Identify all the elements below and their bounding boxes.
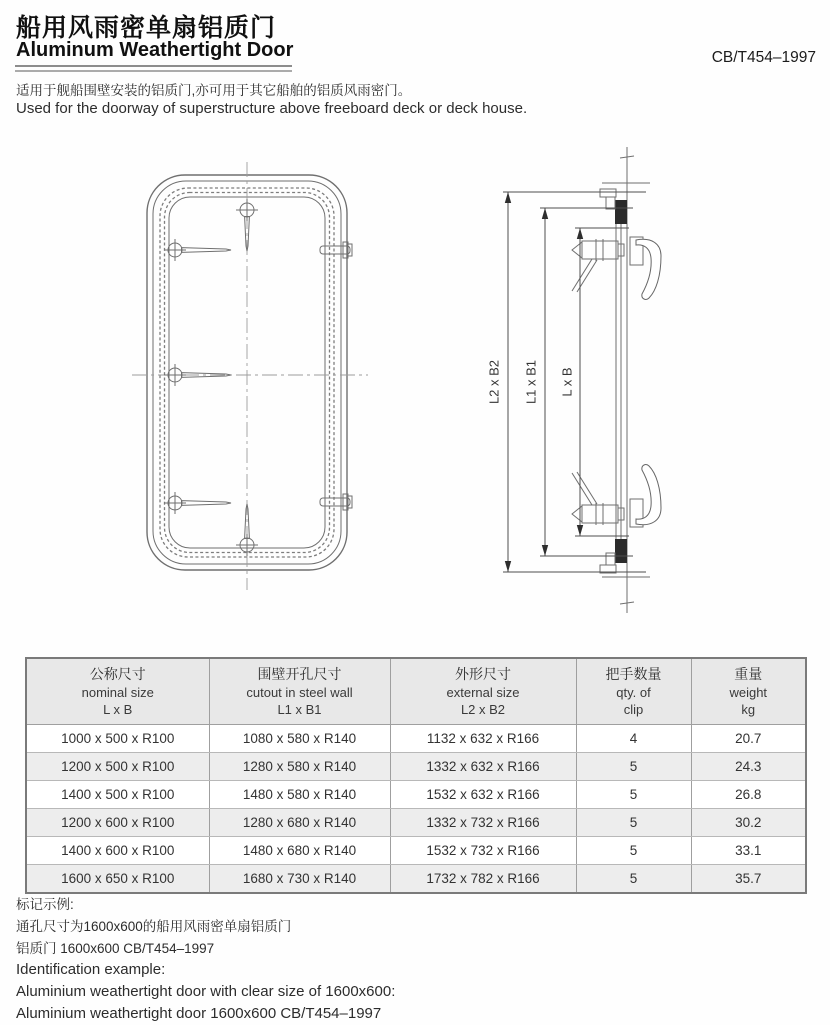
standard-number: CB/T454–1997 [711, 49, 816, 66]
table-row [26, 865, 806, 894]
page-title-chinese: 船用风雨密单扇铝质门 [16, 14, 277, 42]
marking-example-label-zh: 标记示例: [16, 897, 74, 912]
clamp-left-top [164, 239, 231, 261]
door-side-view-drawing [480, 145, 700, 615]
identification-example-line1-en: Aluminium weathertight door with clear size of 1600x600: [16, 983, 396, 1000]
table-row [26, 725, 806, 753]
table-body [26, 725, 806, 894]
table-cell: 1200 x 600 x R100 [26, 809, 209, 837]
door-front-view-drawing [130, 158, 370, 603]
table-cell: 5 [576, 837, 691, 865]
identification-example-label-en: Identification example: [16, 961, 166, 978]
marking-example-line2-zh: 铝质门 1600x600 CB/T454–1997 [16, 941, 215, 956]
table-cell: 24.3 [691, 753, 806, 781]
specification-table [25, 657, 807, 894]
door-leaf-section [600, 189, 627, 573]
table-cell: 30.2 [691, 809, 806, 837]
table-cell: 1132 x 632 x R166 [390, 725, 576, 753]
table-row [26, 753, 806, 781]
table-cell: 33.1 [691, 837, 806, 865]
table-cell: 1480 x 680 x R140 [209, 837, 390, 865]
marking-example-line1-zh: 通孔尺寸为1600x600的船用风雨密单扇铝质门 [16, 919, 292, 934]
column-header: 重量 weight kg [691, 658, 806, 725]
table-cell: 1680 x 730 x R140 [209, 865, 390, 894]
column-header: 把手数量 qty. of clip [576, 658, 691, 725]
table-cell: 1332 x 632 x R166 [390, 753, 576, 781]
table-cell: 1532 x 732 x R166 [390, 837, 576, 865]
table-cell: 1280 x 580 x R140 [209, 753, 390, 781]
table-cell: 1480 x 580 x R140 [209, 781, 390, 809]
table-row [26, 837, 806, 865]
centerlines [132, 162, 368, 590]
dimension-line-l1b1 [540, 208, 633, 556]
table-cell: 1000 x 500 x R100 [26, 725, 209, 753]
table-cell: 5 [576, 865, 691, 894]
dimension-label-lb: L x B [559, 367, 575, 397]
table-cell: 1280 x 680 x R140 [209, 809, 390, 837]
table-cell: 26.8 [691, 781, 806, 809]
column-header: 公称尺寸 nominal size L x B [26, 658, 209, 725]
table-cell: 35.7 [691, 865, 806, 894]
page-title-english: Aluminum Weathertight Door [16, 39, 294, 61]
table-row [26, 781, 806, 809]
table-cell: 5 [576, 753, 691, 781]
table-cell: 1400 x 500 x R100 [26, 781, 209, 809]
description-english: Used for the doorway of superstructure above freeboard deck or deck house. [16, 100, 528, 117]
table-cell: 5 [576, 809, 691, 837]
title-underline-rule [15, 65, 292, 72]
clamp-left-bottom [164, 492, 231, 514]
table-cell: 1332 x 732 x R166 [390, 809, 576, 837]
table-cell: 1732 x 782 x R166 [390, 865, 576, 894]
table-cell: 5 [576, 781, 691, 809]
dimension-label-l1b1: L1 x B1 [523, 359, 539, 405]
table-cell: 1080 x 580 x R140 [209, 725, 390, 753]
table-cell: 1600 x 650 x R100 [26, 865, 209, 894]
description-chinese: 适用于舰船围壁安装的铝质门,亦可用于其它船舶的铝质风雨密门。 [16, 83, 412, 98]
table-cell: 1200 x 500 x R100 [26, 753, 209, 781]
dimension-label-l2b2: L2 x B2 [486, 359, 502, 405]
column-header: 围壁开孔尺寸 cutout in steel wall L1 x B1 [209, 658, 390, 725]
column-header: 外形尺寸 external size L2 x B2 [390, 658, 576, 725]
table-head-row [26, 658, 806, 725]
table-cell: 4 [576, 725, 691, 753]
table-cell: 20.7 [691, 725, 806, 753]
table-row [26, 809, 806, 837]
table-cell: 1400 x 600 x R100 [26, 837, 209, 865]
table-cell: 1532 x 632 x R166 [390, 781, 576, 809]
identification-example-line2-en: Aluminium weathertight door 1600x600 CB/T454–1997 [16, 1005, 382, 1022]
